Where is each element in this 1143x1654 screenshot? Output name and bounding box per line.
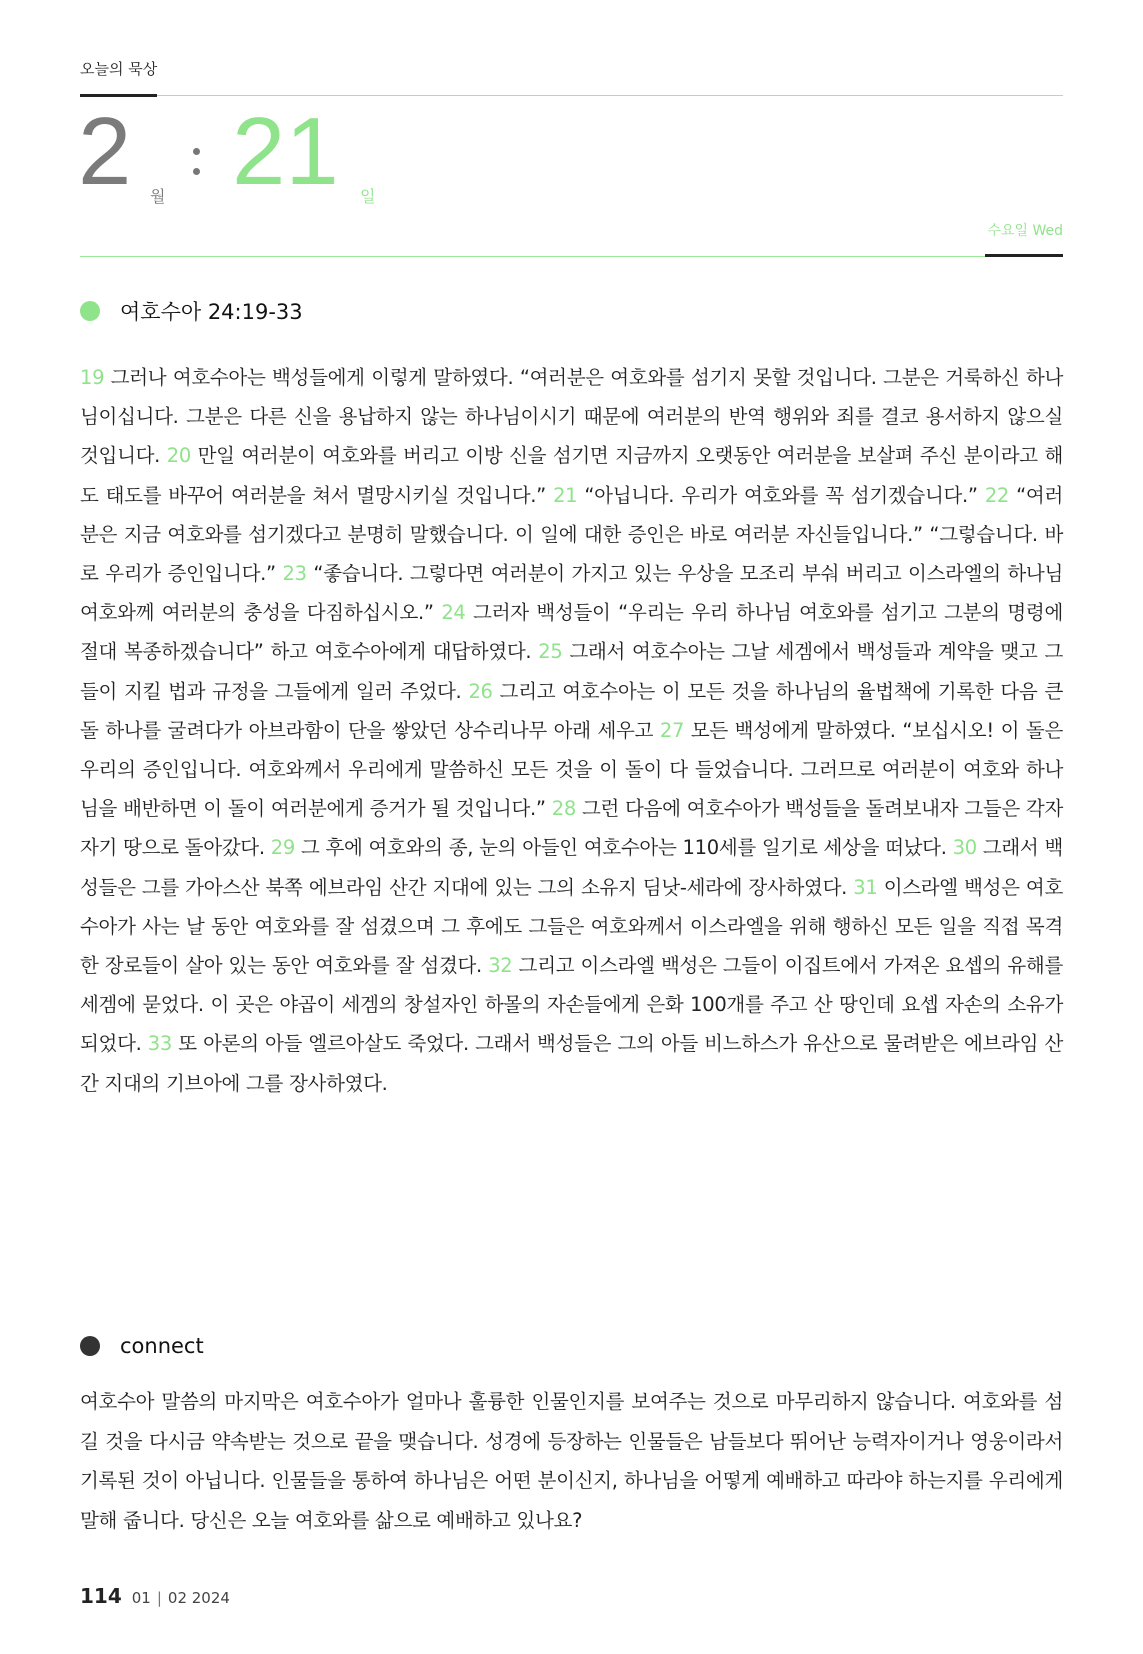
issue-months: 01 — [131, 1589, 151, 1607]
bullet-dot-icon — [80, 301, 100, 321]
date-day-unit: 일 — [360, 187, 376, 206]
verse-number: 26 — [468, 679, 493, 703]
verse-text: “좋습니다. 그렇다면 여러분이 가지고 있는 우상을 모조리 부숴 버리고 이스라엘의 하나님 여호와께 여러분의 충성을 다짐하십시오.” — [80, 562, 1063, 625]
date-divider — [80, 256, 1063, 257]
verse-number: 33 — [147, 1032, 173, 1056]
scripture-reference: 여호수아 24:19-33 — [120, 300, 303, 324]
scripture-heading — [80, 296, 303, 326]
verse-text: “여러분은 지금 여호와를 섬기겠다고 분명히 말했습니다. 이 일에 대한 증인은 바로 여러분 자신들입니다.” “그렇습니다. 바로 우리가 증인입니다.” — [80, 483, 1063, 586]
verse-number: 23 — [282, 562, 307, 586]
verse-text: 모든 백성에게 말하였다. “보십시오! 이 돌은 우리의 증인입니다. 여호와께서 우리에게 말씀하신 모든 것을 이 돌이 다 들었습니다. 그러므로 여러분이 여호와 하나님을 배반하면 이 돌이 여러분에게 증거가 될 것입니다.” — [80, 718, 1063, 821]
verse-text: 그리고 이스라엘 백성은 그들이 이집트에서 가져온 요셉의 유해를 세겜에 묻었다. 이 곳은 야곱이 세겜의 창설자인 하몰의 자손들에게 은화 100개를 주고 산 땅인데 요셉 자손의 소유가 되었다. — [80, 954, 1063, 1056]
verse-number: 21 — [553, 483, 578, 507]
connect-body: 여호수아 말씀의 마지막은 여호수아가 얼마나 훌륭한 인물인지를 보여주는 것으로 마무리하지 않습니다. 여호와를 섬길 것을 다시금 약속받는 것으로 끝을 맺습니다. 성경에 등장하는 인물들은 남들보다 뛰어난 능력자이거나 영웅이라서 기록된 것이 아닙니다. 인물들을 통하여 하나님은 어떤 분이신지, 하나님을 어떻게 예배하고 따라야 하는지를 우리에게 말해 줍니다. 당신은 오늘 여호와를 삶으로 예배하고 있나요? — [80, 1390, 1063, 1532]
verse-text: 그러나 여호수아는 백성들에게 이렇게 말하였다. “여러분은 여호와를 섬기지 못할 것입니다. 그분은 거룩하신 하나님이십니다. 그분은 다른 신을 용납하지 않는 하나님이시기 때문에 여러분의 반역 행위와 죄를 결코 용서하지 않으실 것입니다. — [80, 366, 1063, 468]
page-number: 114 — [80, 1584, 122, 1608]
page-footer — [80, 1584, 230, 1608]
verse-text: 그런 다음에 여호수아가 백성들을 돌려보내자 그들은 각자 자기 땅으로 돌아갔다. — [80, 797, 1063, 860]
verse-number: 32 — [488, 954, 513, 978]
verse-text: 만일 여러분이 여호와를 버리고 이방 신을 섬기면 지금까지 오랫동안 여러분을 보살펴 주신 분이라고 해도 태도를 바꾸어 여러분을 쳐서 멸망시키실 것입니다.” — [80, 444, 1063, 507]
verse-number: 27 — [659, 718, 685, 742]
verse-number: 29 — [270, 836, 295, 860]
bullet-dot-icon — [80, 1336, 100, 1356]
header-divider — [80, 95, 1063, 96]
issue-separator: | — [156, 1589, 162, 1607]
verse-text: 이스라엘 백성은 여호수아가 사는 날 동안 여호와를 잘 섬겼으며 그 후에도 그들은 여호와께서 이스라엘을 위해 행하신 모든 일을 직접 목격한 장로들이 살아 있는 동안 여호와를 잘 섬겼다. — [80, 875, 1063, 978]
section-label: 오늘의 묵상 — [80, 60, 158, 78]
verse-text: 그리고 여호수아는 이 모든 것을 하나님의 율법책에 기록한 다음 큰 돌 하나를 굴려다가 아브라함이 단을 쌓았던 상수리나무 아래 세우고 — [80, 679, 1063, 742]
issue-year: 02 2024 — [167, 1589, 230, 1607]
connect-title: connect — [120, 1334, 204, 1358]
verse-number: 30 — [952, 836, 977, 860]
verse-text: “아닙니다. 우리가 여호와를 꼭 섬기겠습니다.” — [577, 483, 985, 507]
connect-heading — [80, 1334, 204, 1358]
date-colon — [193, 140, 201, 190]
header-accent-bar — [80, 94, 157, 97]
verse-number: 31 — [853, 875, 878, 899]
verse-text: 그러자 백성들이 “우리는 우리 하나님 여호와를 섬기고 그분의 명령에 절대 복종하겠습니다” 하고 여호수아에게 대답하였다. — [80, 601, 1063, 664]
date-month-unit: 월 — [150, 187, 166, 206]
verse-number: 25 — [538, 640, 563, 664]
date-accent-bar — [985, 254, 1063, 257]
issue-info — [132, 1589, 230, 1607]
verse-number: 20 — [166, 444, 191, 468]
scripture-text — [80, 358, 1063, 1103]
verse-number: 28 — [551, 797, 576, 821]
verse-text: 그래서 백성들은 그를 가아스산 북쪽 에브라임 산간 지대에 있는 그의 소유지 딤낫-세라에 장사하였다. — [80, 836, 1063, 899]
date-day: 21 — [232, 98, 339, 205]
verse-text: 또 아론의 아들 엘르아살도 죽었다. 그래서 백성들은 그의 아들 비느하스가 유산으로 물려받은 에브라임 산간 지대의 기브아에 그를 장사하였다. — [80, 1032, 1063, 1095]
verse-text: 그래서 여호수아는 그날 세겜에서 백성들과 계약을 맺고 그들이 지킬 법과 규정을 그들에게 일러 주었다. — [80, 640, 1063, 703]
verse-number: 24 — [441, 601, 466, 625]
verse-number: 19 — [80, 366, 105, 389]
verse-number: 22 — [984, 483, 1010, 507]
weekday: 수요일 Wed — [987, 223, 1063, 239]
date-month: 2 — [78, 98, 132, 205]
verse-text: 그 후에 여호와의 종, 눈의 아들인 여호수아는 110세를 일기로 세상을 떠났다. — [294, 836, 953, 860]
